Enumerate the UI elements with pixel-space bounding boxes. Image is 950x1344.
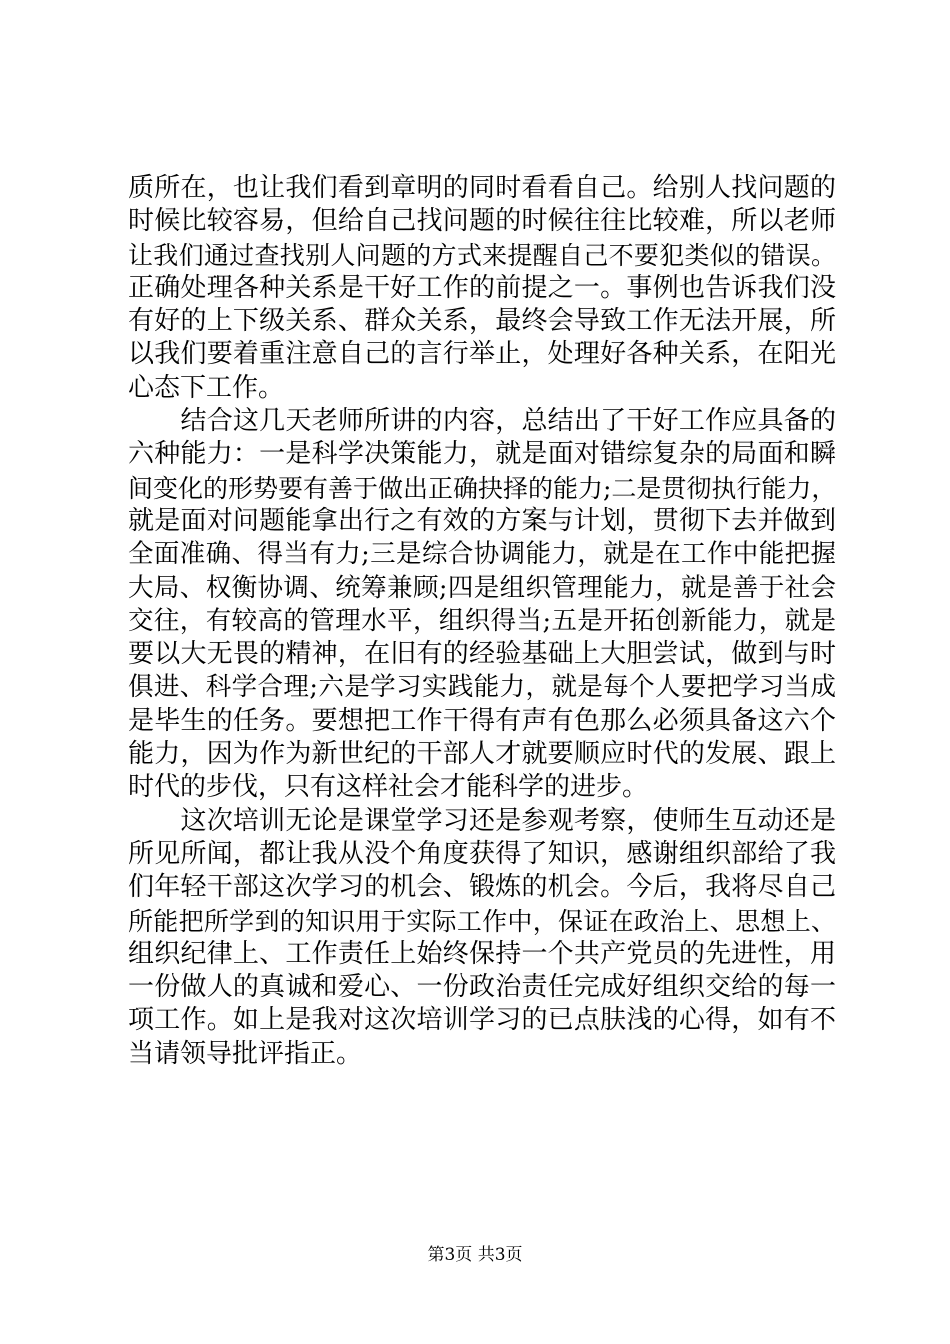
text-line: 项工作。如上是我对这次培训学习的已点肤浅的心得，如有不 [128, 1005, 836, 1036]
text-line: 正确处理各种关系是干好工作的前提之一。事例也告诉我们没 [128, 272, 836, 303]
text-line: 就是面对问题能拿出行之有效的方案与计划，贯彻下去并做到 [128, 505, 836, 536]
text-line: 让我们通过查找别人问题的方式来提醒自己不要犯类似的错误。 [128, 240, 836, 270]
text-line: 结合这几天老师所讲的内容，总结出了干好工作应具备的 [128, 406, 836, 437]
text-line: 这次培训无论是课堂学习还是参观考察，使师生互动还是 [128, 805, 836, 836]
text-line: 是毕生的任务。要想把工作干得有声有色那么必须具备这六个 [128, 705, 836, 736]
text-line: 心态下工作。 [128, 372, 285, 403]
page-number: 第3页 共3页 [427, 1245, 523, 1265]
text-line: 们年轻干部这次学习的机会、锻炼的机会。今后，我将尽自己 [128, 872, 836, 903]
text-line: 时候比较容易，但给自己找问题的时候往往比较难，所以老师 [128, 206, 836, 237]
text-line: 所能把所学到的知识用于实际工作中，保证在政治上、思想上、 [128, 906, 836, 936]
text-line: 间变化的形势要有善于做出正确抉择的能力;二是贯彻执行能力， [128, 473, 837, 503]
text-line: 能力，因为作为新世纪的干部人才就要顺应时代的发展、跟上 [128, 739, 836, 770]
document-body [128, 172, 836, 1071]
text-line: 交往，有较高的管理水平，组织得当;五是开拓创新能力，就是 [128, 605, 836, 636]
text-line: 以我们要着重注意自己的言行举止，处理好各种关系，在阳光 [128, 339, 836, 370]
text-line: 当请领导批评指正。 [128, 1038, 363, 1069]
text-line: 六种能力：一是科学决策能力，就是面对错综复杂的局面和瞬 [128, 439, 836, 470]
text-line: 大局、权衡协调、统筹兼顾;四是组织管理能力，就是善于社会 [128, 572, 836, 603]
text-line: 质所在，也让我们看到章明的同时看看自己。给别人找问题的 [128, 173, 836, 203]
text-line: 所见所闻，都让我从没个角度获得了知识，感谢组织部给了我 [128, 838, 836, 869]
text-line: 全面准确、得当有力;三是综合协调能力，就是在工作中能把握 [128, 539, 836, 570]
text-line: 组织纪律上、工作责任上始终保持一个共产党员的先进性，用 [128, 938, 836, 969]
text-line: 时代的步伐，只有这样社会才能科学的进步。 [128, 772, 649, 803]
text-line: 一份做人的真诚和爱心、一份政治责任完成好组织交给的每一 [128, 972, 836, 1003]
text-line: 要以大无畏的精神，在旧有的经验基础上大胆尝试，做到与时 [128, 639, 836, 670]
text-line: 有好的上下级关系、群众关系，最终会导致工作无法开展，所 [128, 306, 836, 337]
text-line: 俱进、科学合理;六是学习实践能力，就是每个人要把学习当成 [128, 672, 836, 703]
